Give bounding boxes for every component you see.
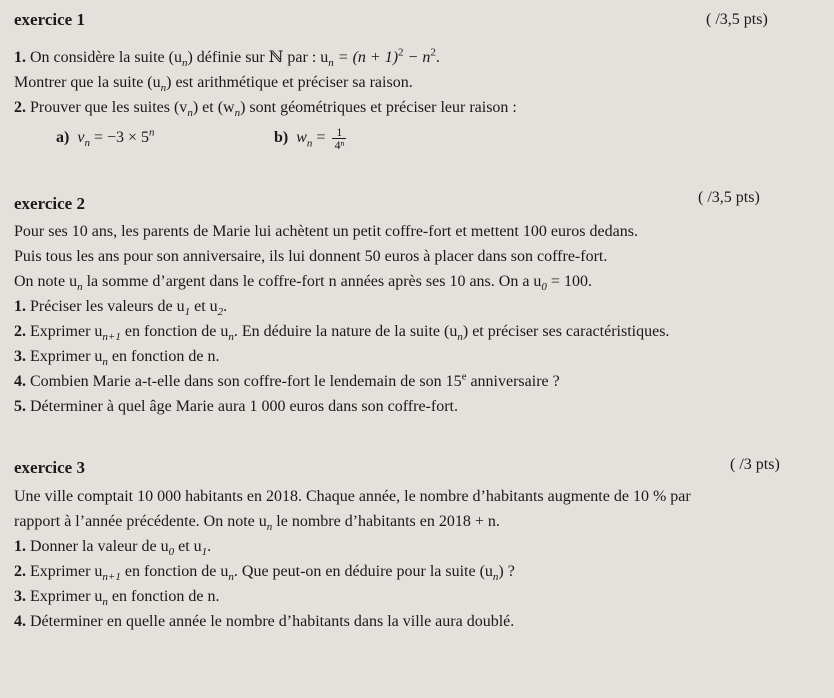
ex3-q1-label: 1. [14,538,26,555]
ex2-paragraph-3 [14,272,592,292]
ex2-q4-b: anniversaire ? [466,373,560,390]
ex2-q4-label: 4. [14,373,26,390]
ex3-question-2 [14,562,515,582]
ex2-q2-d: ) et préciser ses caractéristiques. [462,323,670,340]
ex2-question-5 [14,397,458,417]
ex3-q4-text: Déterminer en quelle année le nombre d’habitants dans la ville aura doublé. [30,613,515,630]
ex2-question-1 [14,297,227,317]
ex1-q1-sub: n [181,57,188,70]
ex2-q1-sub2: 2 [217,306,224,319]
ex1-q2-text2: ) et (w [192,99,235,116]
ex2-q1-a: Préciser les valeurs de u [30,298,185,315]
ex3-q3-a: Exprimer u [30,588,103,605]
ex1-a-formula2: = −3 × 5 [89,129,150,146]
ex2-p3-sub2: 0 [541,281,547,294]
ex1-q1-end: . [435,49,440,66]
ex1-q1-line2-sub: n [160,82,167,95]
ex1-q1-sup2: 2 [430,46,436,59]
ex1-q1-text: On considère la suite (u [30,49,182,66]
ex2-q4-sup: e [461,370,467,383]
ex3-q2-sub1: n+1 [102,571,121,584]
ex2-q1-c: . [223,298,228,315]
ex1-b-denominator: 4ⁿ [334,138,345,152]
ex1-question-1 [14,48,440,68]
ex1-q1-label: 1. [14,49,26,66]
ex3-question-3 [14,587,219,607]
ex3-q3-sub: n [102,596,108,609]
ex2-q2-a: Exprimer u [30,323,103,340]
ex2-q2-c: . En déduire la nature de la suite (u [233,323,458,340]
ex1-q2-label: 2. [14,99,26,116]
exercise-1-score: ( /3,5 pts) [706,11,768,28]
ex3-q2-d: ) ? [498,563,515,580]
ex2-question-2 [14,322,669,342]
ex3-q1-c: . [207,538,212,555]
ex1-question-1-line2 [14,73,413,93]
ex3-p2-sub: n [266,521,273,534]
ex1-b-sub: n [306,137,313,150]
ex1-a-formula: v [77,129,85,146]
ex2-q5-text: Déterminer à quel âge Marie aura 1 000 euros dans son coffre-fort. [30,398,458,415]
ex1-q2-sub1: n [187,107,193,120]
ex2-q2-b: en fonction de u [120,323,229,340]
ex1-q2-text: Prouver que les suites (v [30,99,188,116]
ex3-q1-sub1: 0 [168,546,175,559]
ex3-paragraph-1: Une ville comptait 10 000 habitants en 2018. Chaque année, le nombre d’habitants augmente de 10 % par [14,488,691,505]
ex2-q2-label: 2. [14,323,26,340]
ex3-q2-label: 2. [14,563,26,580]
ex3-p2-a: rapport à l’année précédente. On note u [14,513,267,530]
ex3-paragraph-2 [14,512,500,532]
ex3-q2-c: . Que peut-on en déduire pour la suite (u [233,563,493,580]
ex2-q1-b: et u [190,298,218,315]
exercise-2-score: ( /3,5 pts) [698,189,760,206]
ex1-question-2 [14,98,517,118]
ex3-q2-sub2: n [228,571,234,584]
ex2-paragraph-1: Pour ses 10 ans, les parents de Marie lui achètent un petit coffre-fort et mettent 100 euros dedans. [14,223,638,240]
ex3-p2-b: le nombre d’habitants en 2018 + n. [272,513,500,530]
exercise-2-title: exercice 2 [14,194,85,213]
ex1-b-fraction [332,126,346,151]
ex2-q2-sub3: n [457,331,463,344]
ex1-b-label: b) [274,129,289,147]
ex2-q2-sub2: n [228,331,234,344]
ex2-q3-b: en fonction de n. [107,348,220,365]
ex2-p3-sub: n [77,281,83,294]
ex2-question-3 [14,347,219,367]
ex2-q1-sub1: 1 [184,306,191,319]
ex1-q1-text2: ) définie sur ℕ par : u [187,49,329,66]
ex2-q3-sub: n [102,356,108,369]
ex1-b-formula: w [296,129,307,147]
ex2-question-4 [14,372,560,392]
ex1-item-a [56,128,155,148]
ex1-q1-sub2: n [328,57,334,70]
ex1-q1-formula2: − n [403,49,431,66]
ex2-q2-sub1: n+1 [102,331,121,344]
ex3-q2-a: Exprimer u [30,563,103,580]
ex1-a-sub: n [84,137,90,150]
ex3-q4-label: 4. [14,613,26,630]
ex1-a-label: a) [56,129,70,146]
ex3-question-4 [14,612,514,632]
ex1-q1-formula: = (n + 1) [333,49,399,66]
ex2-q4-a: Combien Marie a-t-elle dans son coffre-fort le lendemain de son 15 [30,373,462,390]
ex3-question-1 [14,537,211,557]
ex1-q2-sub2: n [234,107,241,120]
ex3-q1-b: et u [174,538,202,555]
ex3-q2-sub3: n [492,571,499,584]
ex1-a-sup: n [149,126,155,139]
ex1-q1-sup: 2 [398,46,404,59]
ex2-p3-c: = 100. [546,273,592,290]
ex2-p3-b: la somme d’argent dans le coffre-fort n années après ses 10 ans. On a u [82,273,542,290]
ex1-q2-text3: ) sont géométriques et préciser leur raison : [240,99,517,116]
ex1-item-b [274,126,346,151]
ex3-q3-label: 3. [14,588,26,605]
ex1-q1-line2: Montrer que la suite (u [14,74,161,91]
ex3-q1-a: Donner la valeur de u [30,538,169,555]
ex3-q3-b: en fonction de n. [107,588,220,605]
ex2-q3-label: 3. [14,348,26,365]
ex1-b-numerator: 1 [332,126,346,139]
ex2-paragraph-2: Puis tous les ans pour son anniversaire, ils lui donnent 50 euros à placer dans son coffre-fort. [14,248,608,265]
ex3-q2-b: en fonction de u [120,563,229,580]
ex3-q1-sub2: 1 [201,546,208,559]
ex1-q1-line2-end: ) est arithmétique et préciser sa raison. [166,74,413,91]
ex2-q1-label: 1. [14,298,26,315]
ex2-q5-label: 5. [14,398,26,415]
ex2-p3-a: On note u [14,273,78,290]
exercise-3-score: ( /3 pts) [730,456,780,473]
exercise-3-title: exercice 3 [14,458,85,477]
exercise-1-title: exercice 1 [14,10,85,29]
ex2-q3-a: Exprimer u [30,348,103,365]
ex1-b-eq: = [312,129,326,147]
